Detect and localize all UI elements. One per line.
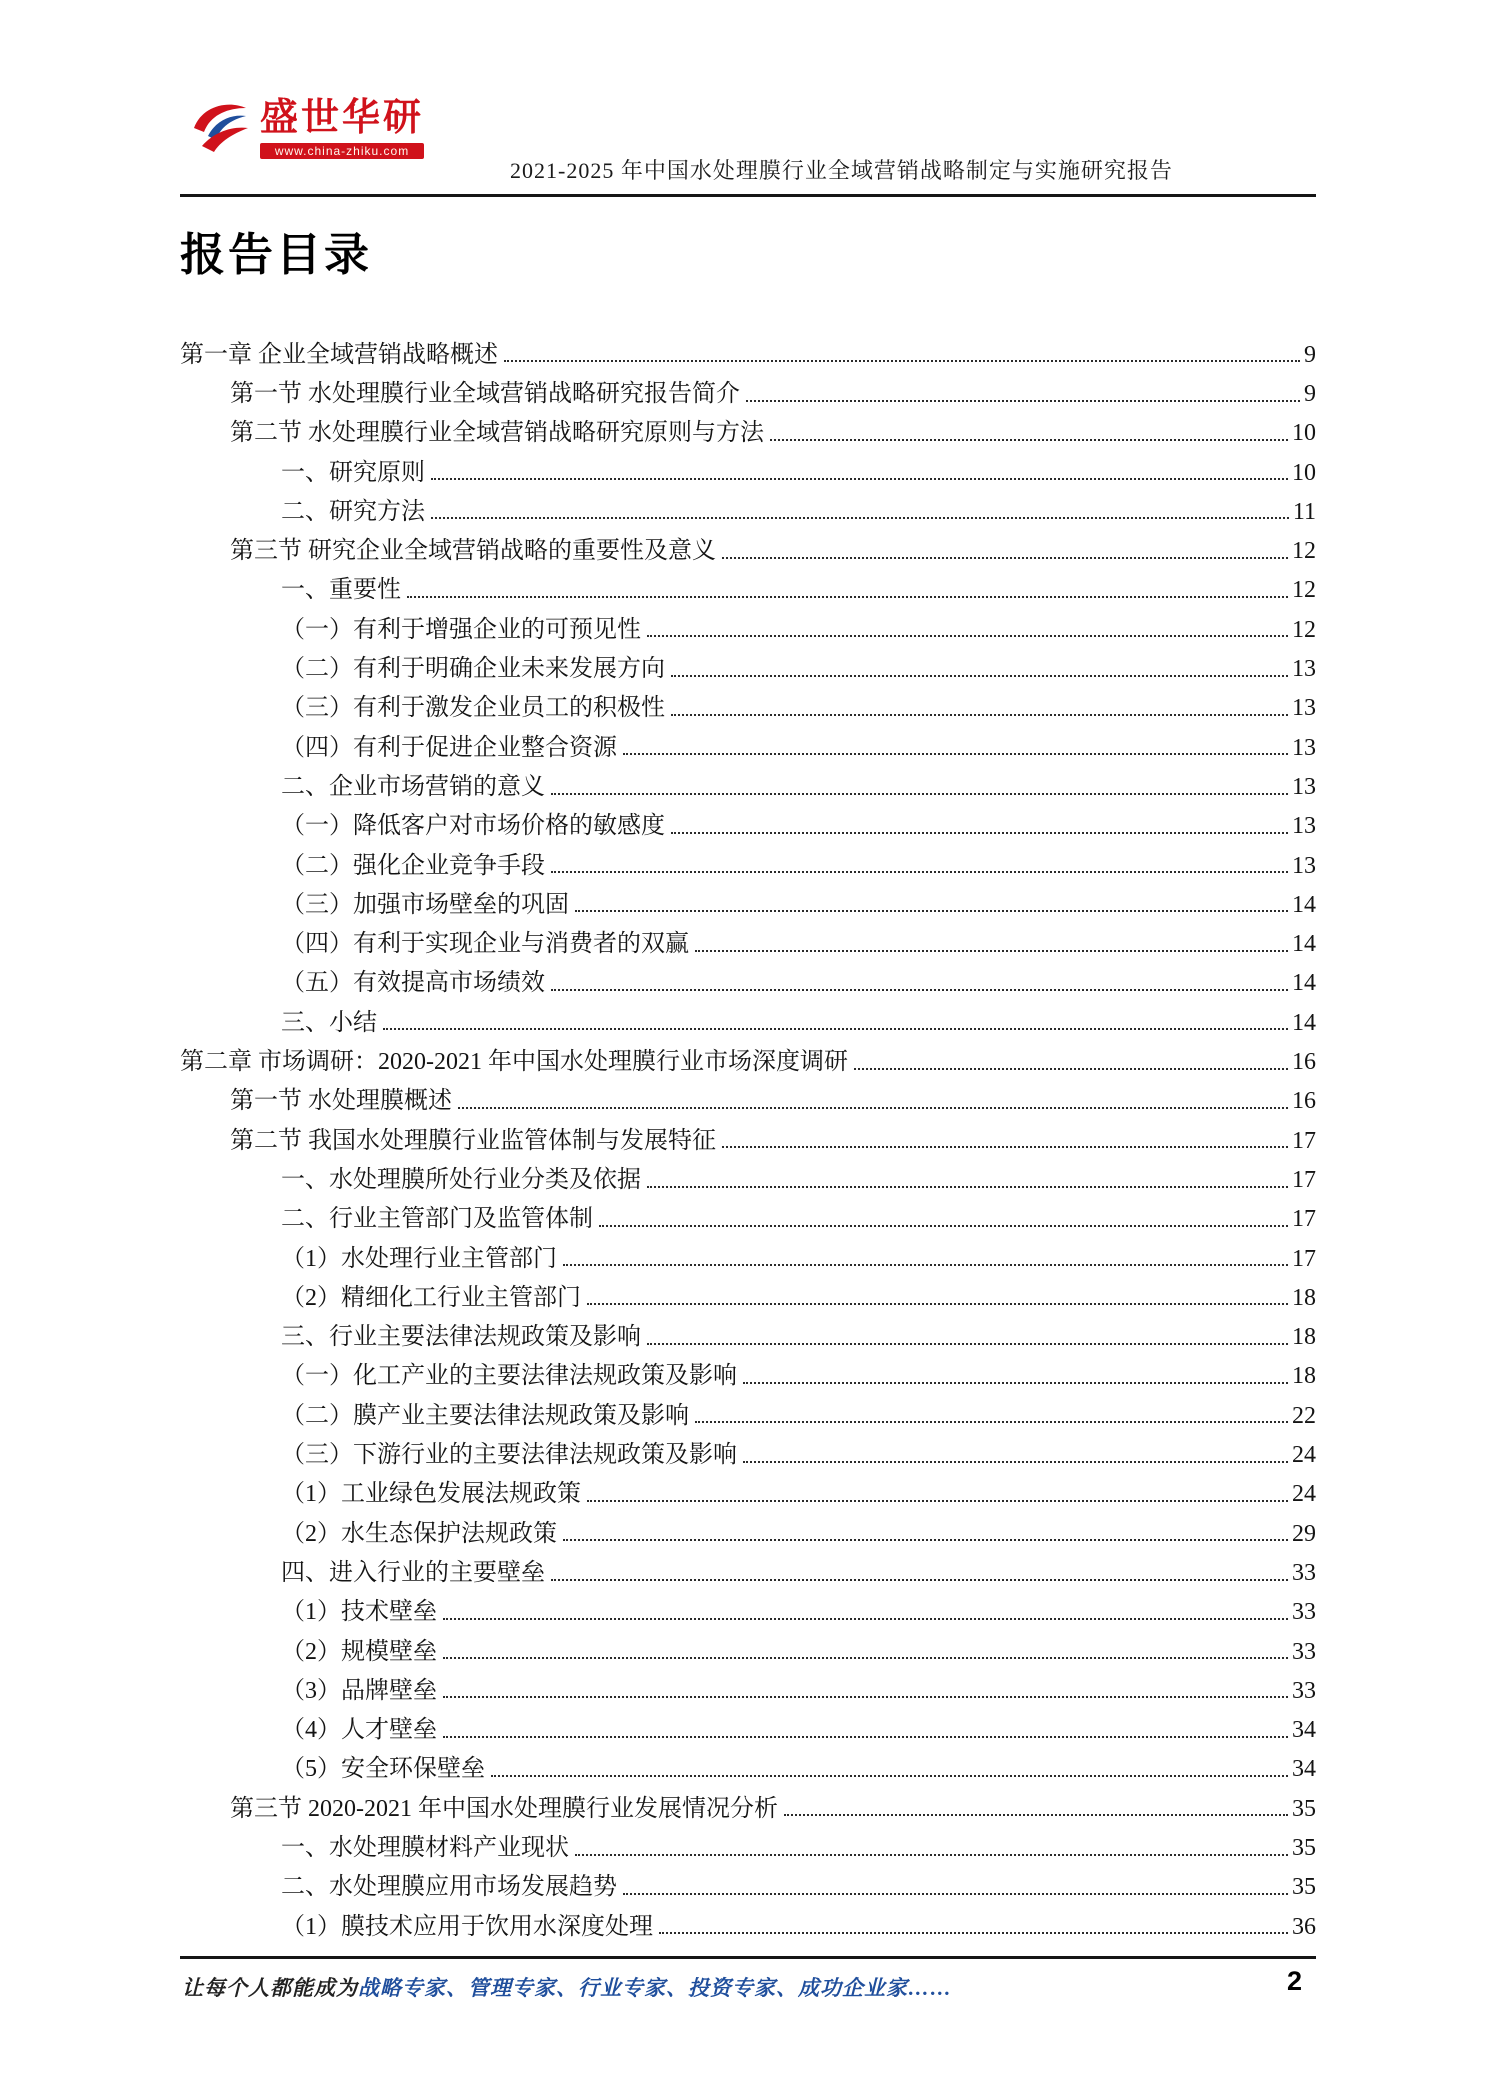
toc-entry-page: 13 [1292, 852, 1316, 879]
toc-entry-title: （一）降低客户对市场价格的敏感度 [281, 813, 665, 840]
toc-entry-title: （1）工业绿色发展法规政策 [281, 1481, 581, 1508]
toc-entry-title: （二）强化企业竞争手段 [281, 852, 545, 879]
toc-entry-page: 14 [1292, 970, 1316, 997]
toc-leader-dots [722, 557, 1288, 559]
toc-entry-title: 第二章 市场调研：2020-2021 年中国水处理膜行业市场深度调研 [180, 1049, 848, 1076]
toc-entry-page: 12 [1292, 616, 1316, 643]
toc-entry [180, 1591, 1316, 1630]
toc-leader-dots [491, 1775, 1288, 1777]
toc-entry-page: 13 [1292, 734, 1316, 761]
toc-entry [180, 1748, 1316, 1787]
toc-entry [180, 1826, 1316, 1865]
toc-entry-page: 16 [1292, 1088, 1316, 1115]
toc-leader-dots [784, 1814, 1288, 1816]
toc-entry-title: 第三节 研究企业全域营销战略的重要性及意义 [230, 538, 716, 565]
toc-entry [180, 1669, 1316, 1708]
toc-entry-page: 33 [1292, 1599, 1316, 1626]
page-heading: 报告目录 [180, 229, 373, 280]
toc-entry-title: 二、行业主管部门及监管体制 [281, 1206, 593, 1233]
toc-entry [180, 1433, 1316, 1472]
toc-entry [180, 647, 1316, 686]
toc-leader-dots [551, 1579, 1288, 1581]
toc-leader-dots [443, 1618, 1288, 1620]
toc-entry-page: 16 [1292, 1049, 1316, 1076]
page-header [180, 96, 1316, 196]
slogan-emphasis: 战略专家、管理专家、行业专家、投资专家、成功企业家…… [358, 1976, 952, 2000]
toc-entry [180, 922, 1316, 961]
toc-leader-dots [407, 596, 1288, 598]
brand-name: 盛世华研 [260, 97, 425, 139]
toc-leader-dots [383, 1028, 1288, 1030]
toc-entry-page: 9 [1304, 381, 1316, 407]
toc-entry [180, 1394, 1316, 1433]
toc-entry-title: 二、研究方法 [281, 498, 425, 525]
toc-entry [180, 687, 1316, 726]
toc-leader-dots [431, 517, 1289, 519]
toc-entry [180, 883, 1316, 922]
toc-entry-title: （四）有利于促进企业整合资源 [281, 734, 617, 761]
toc-leader-dots [599, 1225, 1288, 1227]
toc-entry-title: （2）规模壁垒 [281, 1638, 437, 1665]
toc [180, 333, 1316, 1944]
toc-leader-dots [695, 950, 1288, 952]
toc-entry-page: 35 [1292, 1834, 1316, 1861]
toc-entry-title: （2）精细化工行业主管部门 [281, 1284, 581, 1311]
toc-entry-page: 17 [1292, 1206, 1316, 1233]
toc-entry-page: 17 [1292, 1166, 1316, 1193]
toc-entry-page: 36 [1292, 1913, 1316, 1940]
page-footer [180, 1956, 1316, 2026]
toc-entry [180, 844, 1316, 883]
page-number: 2 [1286, 1966, 1302, 1996]
toc-leader-dots [623, 753, 1288, 755]
toc-entry-title: （4）人才壁垒 [281, 1717, 437, 1744]
toc-entry [180, 333, 1316, 372]
toc-entry-title: 第二节 水处理膜行业全域营销战略研究原则与方法 [230, 420, 764, 447]
toc-entry [180, 1355, 1316, 1394]
toc-entry [180, 1276, 1316, 1315]
toc-entry [180, 1119, 1316, 1158]
toc-entry-title: 二、水处理膜应用市场发展趋势 [281, 1874, 617, 1901]
toc-leader-dots [443, 1657, 1288, 1659]
toc-leader-dots [623, 1893, 1288, 1895]
toc-entry [180, 412, 1316, 451]
toc-leader-dots [575, 1854, 1288, 1856]
toc-entry [180, 372, 1316, 411]
toc-leader-dots [443, 1696, 1288, 1698]
toc-entry-page: 18 [1292, 1324, 1316, 1351]
report-title: 2021-2025 年中国水处理膜行业全域营销战略制定与实施研究报告 [510, 158, 1173, 183]
toc-entry [180, 1237, 1316, 1276]
toc-entry-title: （1）水处理行业主管部门 [281, 1245, 557, 1272]
toc-entry-page: 14 [1292, 931, 1316, 958]
toc-entry [180, 608, 1316, 647]
toc-entry-page: 35 [1292, 1874, 1316, 1901]
toc-leader-dots [770, 439, 1288, 441]
toc-entry-page: 11 [1292, 498, 1316, 525]
toc-entry-title: （二）有利于明确企业未来发展方向 [281, 656, 665, 683]
toc-entry-page: 17 [1292, 1127, 1316, 1154]
toc-leader-dots [722, 1146, 1288, 1148]
toc-entry-page: 9 [1304, 341, 1316, 368]
toc-entry-page: 13 [1292, 773, 1316, 800]
toc-entry-title: 第二节 我国水处理膜行业监管体制与发展特征 [230, 1127, 716, 1154]
toc-entry-title: 二、企业市场营销的意义 [281, 773, 545, 800]
toc-entry [180, 1001, 1316, 1040]
toc-leader-dots [695, 1421, 1288, 1423]
toc-leader-dots [575, 910, 1288, 912]
toc-leader-dots [504, 360, 1300, 362]
toc-entry-page: 24 [1292, 1481, 1316, 1508]
toc-leader-dots [647, 1343, 1288, 1345]
brand-logo [188, 98, 424, 159]
toc-entry [180, 569, 1316, 608]
toc-entry-title: （二）膜产业主要法律法规政策及影响 [281, 1402, 689, 1429]
toc-entry-page: 13 [1292, 813, 1316, 840]
toc-leader-dots [431, 478, 1288, 480]
toc-entry-title: （1）膜技术应用于饮用水深度处理 [281, 1913, 653, 1940]
toc-entry-page: 33 [1292, 1559, 1316, 1586]
toc-entry-page: 29 [1292, 1520, 1316, 1547]
toc-entry [180, 1708, 1316, 1747]
toc-leader-dots [443, 1736, 1288, 1738]
slogan-prefix: 让每个人都能成为 [182, 1976, 358, 2000]
toc-entry-page: 17 [1292, 1245, 1316, 1272]
toc-entry [180, 1158, 1316, 1197]
footer-slogan [182, 1972, 952, 2002]
toc-leader-dots [647, 635, 1288, 637]
toc-entry-title: （一）化工产业的主要法律法规政策及影响 [281, 1363, 737, 1390]
toc-entry-title: （三）下游行业的主要法律法规政策及影响 [281, 1442, 737, 1469]
toc-leader-dots [563, 1539, 1288, 1541]
toc-entry-title: 三、小结 [281, 1009, 377, 1036]
toc-entry-title: （1）技术壁垒 [281, 1599, 437, 1626]
toc-entry [180, 1905, 1316, 1944]
toc-entry [180, 1551, 1316, 1590]
toc-entry [180, 490, 1316, 529]
header-divider [180, 194, 1316, 197]
toc-entry-page: 34 [1292, 1756, 1316, 1783]
toc-entry-title: （5）安全环保壁垒 [281, 1756, 485, 1783]
brand-url: www.china-zhiku.com [260, 143, 424, 159]
toc-entry-page: 18 [1292, 1363, 1316, 1390]
brand-logo-icon [188, 98, 252, 156]
toc-entry [180, 962, 1316, 1001]
toc-entry [180, 1315, 1316, 1354]
toc-leader-dots [551, 793, 1288, 795]
toc-entry-page: 10 [1292, 420, 1316, 447]
toc-entry-title: 一、重要性 [281, 577, 401, 604]
toc-entry [180, 726, 1316, 765]
toc-entry-title: 三、行业主要法律法规政策及影响 [281, 1324, 641, 1351]
toc-entry-page: 22 [1292, 1402, 1316, 1429]
toc-entry-title: （三）加强市场壁垒的巩固 [281, 891, 569, 918]
toc-entry [180, 451, 1316, 490]
toc-entry [180, 1198, 1316, 1237]
toc-entry-page: 12 [1292, 577, 1316, 604]
toc-entry-title: 第三节 2020-2021 年中国水处理膜行业发展情况分析 [230, 1795, 778, 1822]
toc-entry-page: 13 [1292, 695, 1316, 722]
toc-entry-page: 24 [1292, 1442, 1316, 1469]
toc-entry-page: 33 [1292, 1677, 1316, 1704]
toc-entry-title: 四、进入行业的主要壁垒 [281, 1559, 545, 1586]
toc-entry-title: 第一节 水处理膜概述 [230, 1088, 452, 1115]
toc-entry [180, 1787, 1316, 1826]
toc-leader-dots [647, 1186, 1288, 1188]
toc-leader-dots [743, 1461, 1288, 1463]
toc-entry-title: （三）有利于激发企业员工的积极性 [281, 695, 665, 722]
toc-entry [180, 1630, 1316, 1669]
toc-entry [180, 1866, 1316, 1905]
toc-entry-title: （3）品牌壁垒 [281, 1677, 437, 1704]
toc-entry-title: 一、水处理膜材料产业现状 [281, 1834, 569, 1861]
toc-leader-dots [587, 1500, 1288, 1502]
toc-entry [180, 765, 1316, 804]
toc-leader-dots [563, 1264, 1288, 1266]
footer-divider [180, 1956, 1316, 1959]
toc-leader-dots [671, 675, 1288, 677]
toc-entry [180, 1040, 1316, 1079]
toc-entry [180, 1473, 1316, 1512]
toc-entry-page: 10 [1292, 459, 1316, 486]
toc-entry-page: 34 [1292, 1717, 1316, 1744]
toc-entry-title: （一）有利于增强企业的可预见性 [281, 616, 641, 643]
toc-leader-dots [743, 1382, 1288, 1384]
toc-leader-dots [659, 1932, 1288, 1934]
toc-entry-page: 18 [1292, 1284, 1316, 1311]
toc-entry-title: 一、研究原则 [281, 459, 425, 486]
toc-leader-dots [458, 1107, 1288, 1109]
toc-leader-dots [854, 1068, 1288, 1070]
toc-entry-page: 35 [1292, 1795, 1316, 1822]
toc-leader-dots [671, 832, 1288, 834]
toc-entry [180, 805, 1316, 844]
toc-leader-dots [551, 989, 1288, 991]
toc-entry-page: 33 [1292, 1638, 1316, 1665]
toc-leader-dots [587, 1303, 1288, 1305]
toc-entry-page: 13 [1292, 656, 1316, 683]
toc-leader-dots [746, 400, 1300, 402]
toc-entry [180, 529, 1316, 568]
toc-entry-title: （2）水生态保护法规政策 [281, 1520, 557, 1547]
toc-entry [180, 1512, 1316, 1551]
toc-entry-title: （五）有效提高市场绩效 [281, 970, 545, 997]
toc-entry-page: 14 [1292, 1009, 1316, 1036]
toc-entry-title: 一、水处理膜所处行业分类及依据 [281, 1166, 641, 1193]
toc-entry-page: 14 [1292, 891, 1316, 918]
toc-leader-dots [671, 714, 1288, 716]
brand-text-block [260, 98, 424, 159]
toc-entry-title: 第一章 企业全域营销战略概述 [180, 341, 498, 368]
toc-entry-page: 12 [1292, 538, 1316, 565]
toc-entry-title: （四）有利于实现企业与消费者的双赢 [281, 931, 689, 958]
toc-entry [180, 1080, 1316, 1119]
toc-entry-title: 第一节 水处理膜行业全域营销战略研究报告简介 [230, 381, 740, 407]
toc-leader-dots [551, 871, 1288, 873]
